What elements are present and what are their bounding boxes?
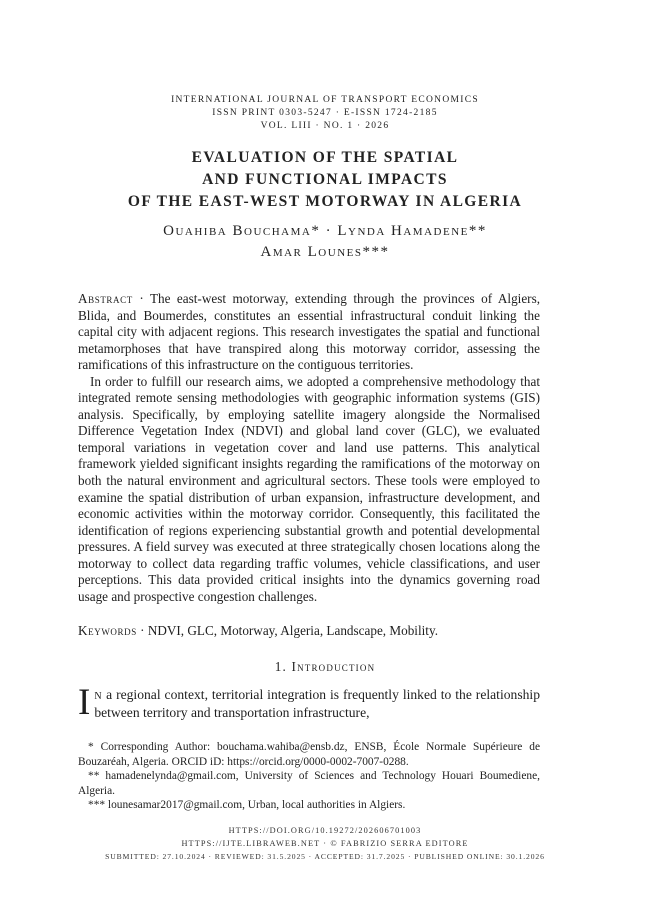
abstract-label: Abstract — [78, 291, 133, 306]
authors-line-2: Amar Lounes*** — [260, 244, 390, 260]
abstract-paragraph-1 — [78, 291, 540, 374]
footnote-1: * Corresponding Author: bouchama.wahiba@ensb.dz, ENSB, École Normale Supérieure de Bouzaréah, Algeria. ORCID iD: https://orcid.org/0000-0002-7007-0288. — [78, 741, 540, 768]
journal-volume: VOL. LIII · NO. 1 · 2026 — [260, 121, 390, 131]
title-line-3: OF THE EAST-WEST MOTORWAY IN ALGERIA — [127, 193, 523, 210]
page-footer — [0, 824, 650, 863]
keywords-label: Keywords — [78, 623, 137, 638]
footnote-2: ** hamadenelynda@gmail.com, University of Sciences and Technology Houari Boumediene, Algeria. — [78, 770, 540, 797]
footer-dates: SUBMITTED: 27.10.2024 · REVIEWED: 31.5.2025 · ACCEPTED: 31.7.2025 · PUBLISHED ONLINE: 30.1.2026 — [105, 852, 545, 861]
abstract-text-1: · The east-west motorway, extending through the provinces of Algiers, Blida, and Boumerdes, constitutes an essential infrastructural conduit linking the capital city with adjacent regions. This research investigates the spatial and functional metamorphoses that have transpired along this motorway corridor, assessing the ramifications of this infrastructure on the contiguous territories. — [78, 291, 540, 373]
abstract — [78, 291, 540, 605]
introduction-paragraph — [78, 682, 540, 723]
footnote-3: *** lounesamar2017@gmail.com, Urban, local authorities in Algiers. — [88, 799, 406, 811]
paper-title — [0, 147, 650, 213]
intro-text: a regional context, territorial integration is frequently linked to the relationship between territory and transportation infrastructure, — [94, 687, 540, 720]
journal-header — [0, 94, 650, 133]
journal-name: INTERNATIONAL JOURNAL OF TRANSPORT ECONOMICS — [171, 95, 479, 105]
drop-cap: I — [78, 682, 91, 723]
footnotes — [78, 740, 540, 813]
authors-line-1: Ouahiba Bouchama* · Lynda Hamadene** — [163, 223, 487, 239]
intro-first-word: n — [94, 687, 103, 702]
footer-doi: HTTPS://DOI.ORG/10.19272/202606701003 — [228, 826, 422, 835]
keywords-text: · NDVI, GLC, Motorway, Algeria, Landscape, Mobility. — [136, 623, 439, 638]
author-list — [0, 221, 650, 263]
title-line-2: AND FUNCTIONAL IMPACTS — [202, 171, 448, 188]
keywords — [78, 623, 540, 640]
journal-issn: ISSN PRINT 0303-5247 · E-ISSN 1724-2185 — [212, 108, 438, 118]
footer-site: HTTPS://IJTE.LIBRAWEB.NET · © FABRIZIO SERRA EDITORE — [181, 839, 469, 848]
title-line-1: EVALUATION OF THE SPATIAL — [191, 149, 459, 166]
abstract-paragraph-2: In order to fulfill our research aims, we adopted a comprehensive methodology that integrated remote sensing methodologies with geographic information systems (GIS) analysis. Specifically, by employing satellite imagery alongside the Normalised Difference Vegetation Index (NDVI) and global land cover (GLC), we evaluated temporal variations in vegetation cover and land use patterns. This analytical framework yielded significant insights regarding the ramifications of the motorway on both the natural environment and agricultural sectors. These tools were employed to examine the spatial distribution of urban expansion, infrastructure development, and economic activities within the motorway corridor. Consequently, this facilitated the identification of regions experiencing substantial growth and potential developmental pressures. A field survey was executed at three strategically chosen locations along the motorway to collect data regarding traffic volumes, vehicle classifications, and user perceptions. This data provided critical insights into the dynamics governing road usage and prospective congestion challenges. — [78, 373, 540, 604]
section-heading: 1. Introduction — [274, 659, 376, 674]
